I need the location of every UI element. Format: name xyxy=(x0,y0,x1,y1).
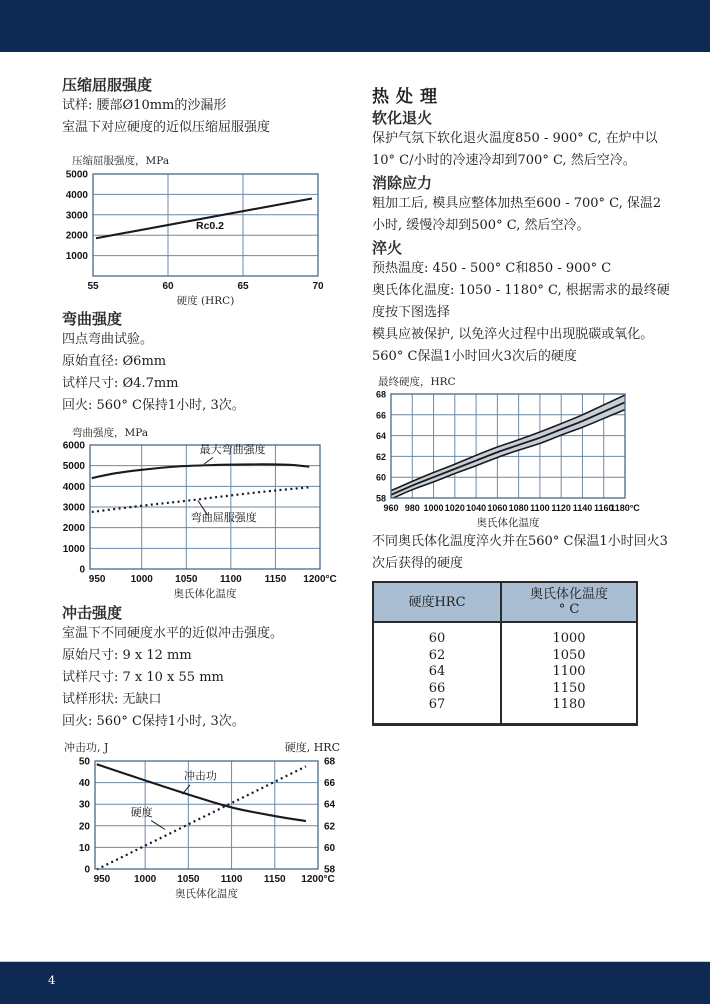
svg-text:奥氏体化温度: 奥氏体化温度 xyxy=(476,517,540,529)
svg-text:1100: 1100 xyxy=(220,874,243,885)
chart-final-hardness xyxy=(372,389,672,531)
svg-text:1050: 1050 xyxy=(177,874,200,885)
chart3-right-axis-label: 硬度, HRC xyxy=(284,741,340,754)
cell-hardness: 64 xyxy=(373,664,501,681)
table-header-hardness: 硬度HRC xyxy=(373,582,501,622)
section-heading-bending: 弯曲强度 xyxy=(62,311,123,328)
subheading-soft-annealing: 软化退火 xyxy=(372,110,433,127)
page-number: 4 xyxy=(48,973,56,987)
hardening-line2: 奥氏体化温度: 1050 - 1180° C, 根据需求的最终硬度按下图选择 xyxy=(372,283,670,320)
svg-text:1080: 1080 xyxy=(508,503,529,513)
svg-text:4000: 4000 xyxy=(62,481,85,493)
impact-line3: 试样形状: 无缺口 xyxy=(62,692,162,707)
svg-text:1000: 1000 xyxy=(423,503,444,513)
svg-text:65: 65 xyxy=(237,281,249,292)
svg-text:0: 0 xyxy=(79,564,85,576)
chart2-y-axis-label: 弯曲强度，MPa xyxy=(72,427,149,439)
soft-annealing-body: 保护气氛下软化退火温度850 - 900° C, 在炉中以10° C/小时的冷速冷却到700° C, 然后空冷。 xyxy=(372,131,658,168)
svg-text:1000: 1000 xyxy=(65,251,88,263)
cell-hardness: 67 xyxy=(373,697,501,724)
svg-text:1000: 1000 xyxy=(134,874,157,885)
hardness-table-header-row xyxy=(373,582,637,622)
svg-text:Rc0.2: Rc0.2 xyxy=(195,220,225,233)
svg-text:62: 62 xyxy=(324,821,336,833)
table-row xyxy=(373,681,637,698)
hardness-table xyxy=(372,581,638,726)
subheading-hardening: 淬火 xyxy=(372,240,403,257)
cell-temperature: 1000 xyxy=(552,631,586,646)
svg-text:960: 960 xyxy=(383,503,399,513)
svg-text:奥氏体化温度: 奥氏体化温度 xyxy=(175,888,238,900)
svg-text:冲击功: 冲击功 xyxy=(183,769,217,783)
svg-text:1180°C: 1180°C xyxy=(610,503,640,513)
svg-text:66: 66 xyxy=(324,778,336,790)
svg-text:最大弯曲强度: 最大弯曲强度 xyxy=(199,442,266,456)
svg-text:950: 950 xyxy=(88,574,106,585)
cell-hardness: 62 xyxy=(373,648,501,665)
cell-hardness: 60 xyxy=(373,622,501,648)
chart4-y-axis-label: 最终硬度，HRC xyxy=(378,376,456,388)
svg-text:1200°C: 1200°C xyxy=(301,874,335,885)
cell-hardness: 66 xyxy=(373,681,501,698)
svg-text:1200°C: 1200°C xyxy=(303,574,337,585)
chart-bending-strength xyxy=(62,440,344,602)
svg-text:58: 58 xyxy=(324,864,336,876)
svg-text:64: 64 xyxy=(324,799,336,811)
stress-relieving-body: 粗加工后, 模具应整体加热至600 - 700° C, 保温2小时, 缓慢冷却到500° C, 然后空冷。 xyxy=(372,196,662,233)
hardening-line1: 预热温度: 450 - 500° C和850 - 900° C xyxy=(372,261,612,276)
svg-text:1100: 1100 xyxy=(530,503,550,513)
svg-text:2000: 2000 xyxy=(65,230,88,242)
svg-text:1050: 1050 xyxy=(175,574,198,585)
svg-text:3000: 3000 xyxy=(65,210,88,222)
svg-text:硬度 (HRC): 硬度 (HRC) xyxy=(176,295,235,307)
cell-temperature: 1150 xyxy=(552,680,586,696)
tempering-chart-caption: 560° C保温1小时回火3次后的硬度 xyxy=(372,349,577,364)
subheading-stress-relieving: 消除应力 xyxy=(372,175,433,192)
svg-text:1150: 1150 xyxy=(264,574,287,585)
svg-text:980: 980 xyxy=(404,503,420,513)
svg-text:62: 62 xyxy=(375,451,386,462)
chart-impact-strength xyxy=(62,755,344,902)
cell-temperature: 1050 xyxy=(552,647,586,663)
bending-line3: 试样尺寸: Ø4.7mm xyxy=(62,376,179,391)
compressive-specimen-text: 试样: 腰部Ø10mm的沙漏形 xyxy=(62,98,227,113)
impact-line2: 试样尺寸: 7 x 10 x 55 mm xyxy=(62,670,224,685)
svg-text:1040: 1040 xyxy=(466,503,487,513)
right-column xyxy=(372,74,672,726)
table-row xyxy=(373,622,637,648)
chart3-axis-labels xyxy=(62,739,342,755)
svg-text:1000: 1000 xyxy=(62,543,85,555)
svg-text:70: 70 xyxy=(312,281,324,292)
svg-text:硬度: 硬度 xyxy=(130,806,153,820)
hardening-line3: 模具应被保护, 以免淬火过程中出现脱碳或氧化。 xyxy=(372,327,654,342)
svg-text:10: 10 xyxy=(78,842,90,854)
bending-line2: 原始直径: Ø6mm xyxy=(62,354,167,369)
svg-text:1150: 1150 xyxy=(263,874,286,885)
svg-text:68: 68 xyxy=(375,389,386,400)
left-column xyxy=(62,74,344,902)
impact-description: 室温下不同硬度水平的近似冲击强度。 xyxy=(62,626,284,641)
svg-text:60: 60 xyxy=(162,281,174,292)
chart1-y-axis-label: 压缩屈服强度，MPa xyxy=(72,155,170,167)
svg-text:5000: 5000 xyxy=(65,169,88,181)
section-heading-compressive: 压缩屈服强度 xyxy=(62,77,153,94)
table-header-austenitizing: 奥氏体化温度 ° C xyxy=(529,587,608,617)
impact-line4: 回火: 560° C保持1小时, 3次。 xyxy=(62,714,245,729)
svg-text:奥氏体化温度: 奥氏体化温度 xyxy=(173,588,237,600)
svg-text:60: 60 xyxy=(375,472,386,483)
bottom-banner xyxy=(0,961,710,1004)
table-row xyxy=(373,664,637,681)
svg-text:1100: 1100 xyxy=(220,574,242,585)
svg-text:58: 58 xyxy=(375,493,386,504)
bending-line1: 四点弯曲试验。 xyxy=(62,332,154,347)
svg-text:60: 60 xyxy=(324,842,336,854)
chart3-left-axis-label: 冲击功, J xyxy=(64,741,109,754)
compressive-description-text: 室温下对应硬度的近似压缩屈服强度 xyxy=(62,120,271,135)
hardness-table-caption: 不同奥氏体化温度淬火并在560° C保温1小时回火3次后获得的硬度 xyxy=(372,534,668,571)
table-row xyxy=(373,648,637,665)
svg-text:1060: 1060 xyxy=(487,503,508,513)
chart-compressive-yield xyxy=(62,168,344,308)
svg-text:40: 40 xyxy=(78,778,90,790)
svg-text:1120: 1120 xyxy=(551,503,571,513)
svg-text:950: 950 xyxy=(93,874,111,885)
hardness-table-body xyxy=(373,622,637,724)
svg-text:弯曲屈服强度: 弯曲屈服强度 xyxy=(190,511,257,525)
svg-text:1140: 1140 xyxy=(572,503,593,513)
page-title-heat-treatment: 热处理 xyxy=(372,87,444,106)
svg-text:1160: 1160 xyxy=(593,503,614,513)
svg-text:55: 55 xyxy=(87,281,99,292)
svg-text:30: 30 xyxy=(78,799,90,811)
svg-text:50: 50 xyxy=(78,756,90,768)
section-heading-impact: 冲击强度 xyxy=(62,605,123,622)
svg-text:20: 20 xyxy=(78,821,90,833)
svg-text:6000: 6000 xyxy=(62,440,85,452)
table-row xyxy=(373,697,637,724)
impact-line1: 原始尺寸: 9 x 12 mm xyxy=(62,648,192,663)
svg-text:3000: 3000 xyxy=(62,502,85,514)
svg-text:66: 66 xyxy=(375,410,386,421)
svg-text:2000: 2000 xyxy=(62,523,85,535)
svg-text:5000: 5000 xyxy=(62,461,85,473)
cell-temperature: 1180 xyxy=(552,697,586,712)
svg-text:4000: 4000 xyxy=(65,189,88,201)
svg-text:1020: 1020 xyxy=(444,503,465,513)
svg-text:68: 68 xyxy=(324,756,336,768)
bending-line4: 回火: 560° C保持1小时, 3次。 xyxy=(62,398,245,413)
svg-text:64: 64 xyxy=(375,431,386,442)
svg-text:1000: 1000 xyxy=(130,574,153,585)
svg-text:0: 0 xyxy=(84,864,90,876)
cell-temperature: 1100 xyxy=(552,664,586,679)
top-banner xyxy=(0,0,710,52)
